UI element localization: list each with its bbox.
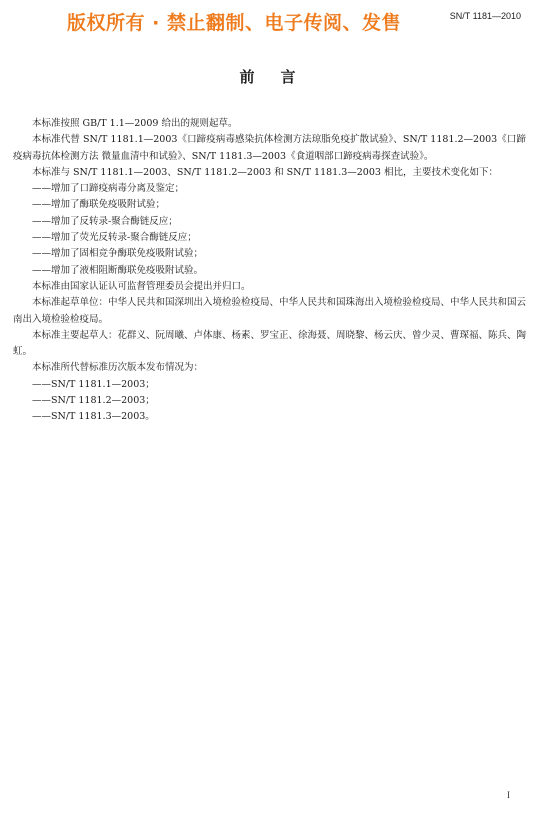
version-item: ——SN/T 1181.3—2003。 <box>32 411 155 423</box>
version-item: ——SN/T 1181.1—2003； <box>32 378 155 390</box>
copyright-watermark: 版权所有 · 禁止翻制、电子传阅、发售 <box>67 12 401 34</box>
paragraph-drafting-units: 本标准起草单位：中华人民共和国深圳出入境检验检疫局、中华人民共和国珠海出入境检验检疫局、中华人民共和国云南出入境检验检疫局。 <box>13 297 527 325</box>
change-item: ——增加了反转录-聚合酶链反应； <box>32 215 178 227</box>
version-item: ——SN/T 1181.2—2003； <box>32 395 155 407</box>
paragraph-replaces: 本标准代替 SN/T 1181.1—2003《口蹄疫病毒感染抗体检测方法琼脂免疫扩散试验》、SN/T 1181.2—2003《口蹄疫病毒抗体检测方法 微量血清中和试验》、SN/T 1181.3—2003《食道咽部口蹄疫病毒探查试验》。 <box>13 134 526 162</box>
change-item: ——增加了固相竞争酶联免疫吸附试验； <box>32 248 204 260</box>
change-item: ——增加了口蹄疫病毒分离及鉴定； <box>32 183 185 195</box>
change-item: ——增加了酶联免疫吸附试验； <box>32 199 166 211</box>
change-item: ——增加了液相阻断酶联免疫吸附试验。 <box>32 264 204 276</box>
paragraph-drafting-rules: 本标准按照 GB/T 1.1—2009 给出的规则起草。 <box>32 118 238 129</box>
paragraph-proposed-by: 本标准由国家认证认可监督管理委员会提出并归口。 <box>32 280 251 292</box>
paragraph-drafters: 本标准主要起草人：花群义、阮周曦、卢体康、杨素、罗宝正、徐海聂、周晓黎、杨云庆、曾少灵、曹琛福、陈兵、陶虹。 <box>13 329 527 358</box>
paragraph-version-history: 本标准所代替标准历次版本发布情况为： <box>32 362 204 374</box>
change-item: ——增加了荧光反转录-聚合酶链反应； <box>32 232 197 244</box>
standard-code: SN/T 1181—2010 <box>449 11 521 21</box>
page-number: I <box>507 790 510 800</box>
foreword-body <box>13 116 526 426</box>
page-title: 前言 <box>239 68 322 86</box>
paragraph-changes-intro: 本标准与 SN/T 1181.1—2003、SN/T 1181.2—2003 和 SN/T 1181.3—2003 相比，主要技术变化如下： <box>32 166 498 178</box>
